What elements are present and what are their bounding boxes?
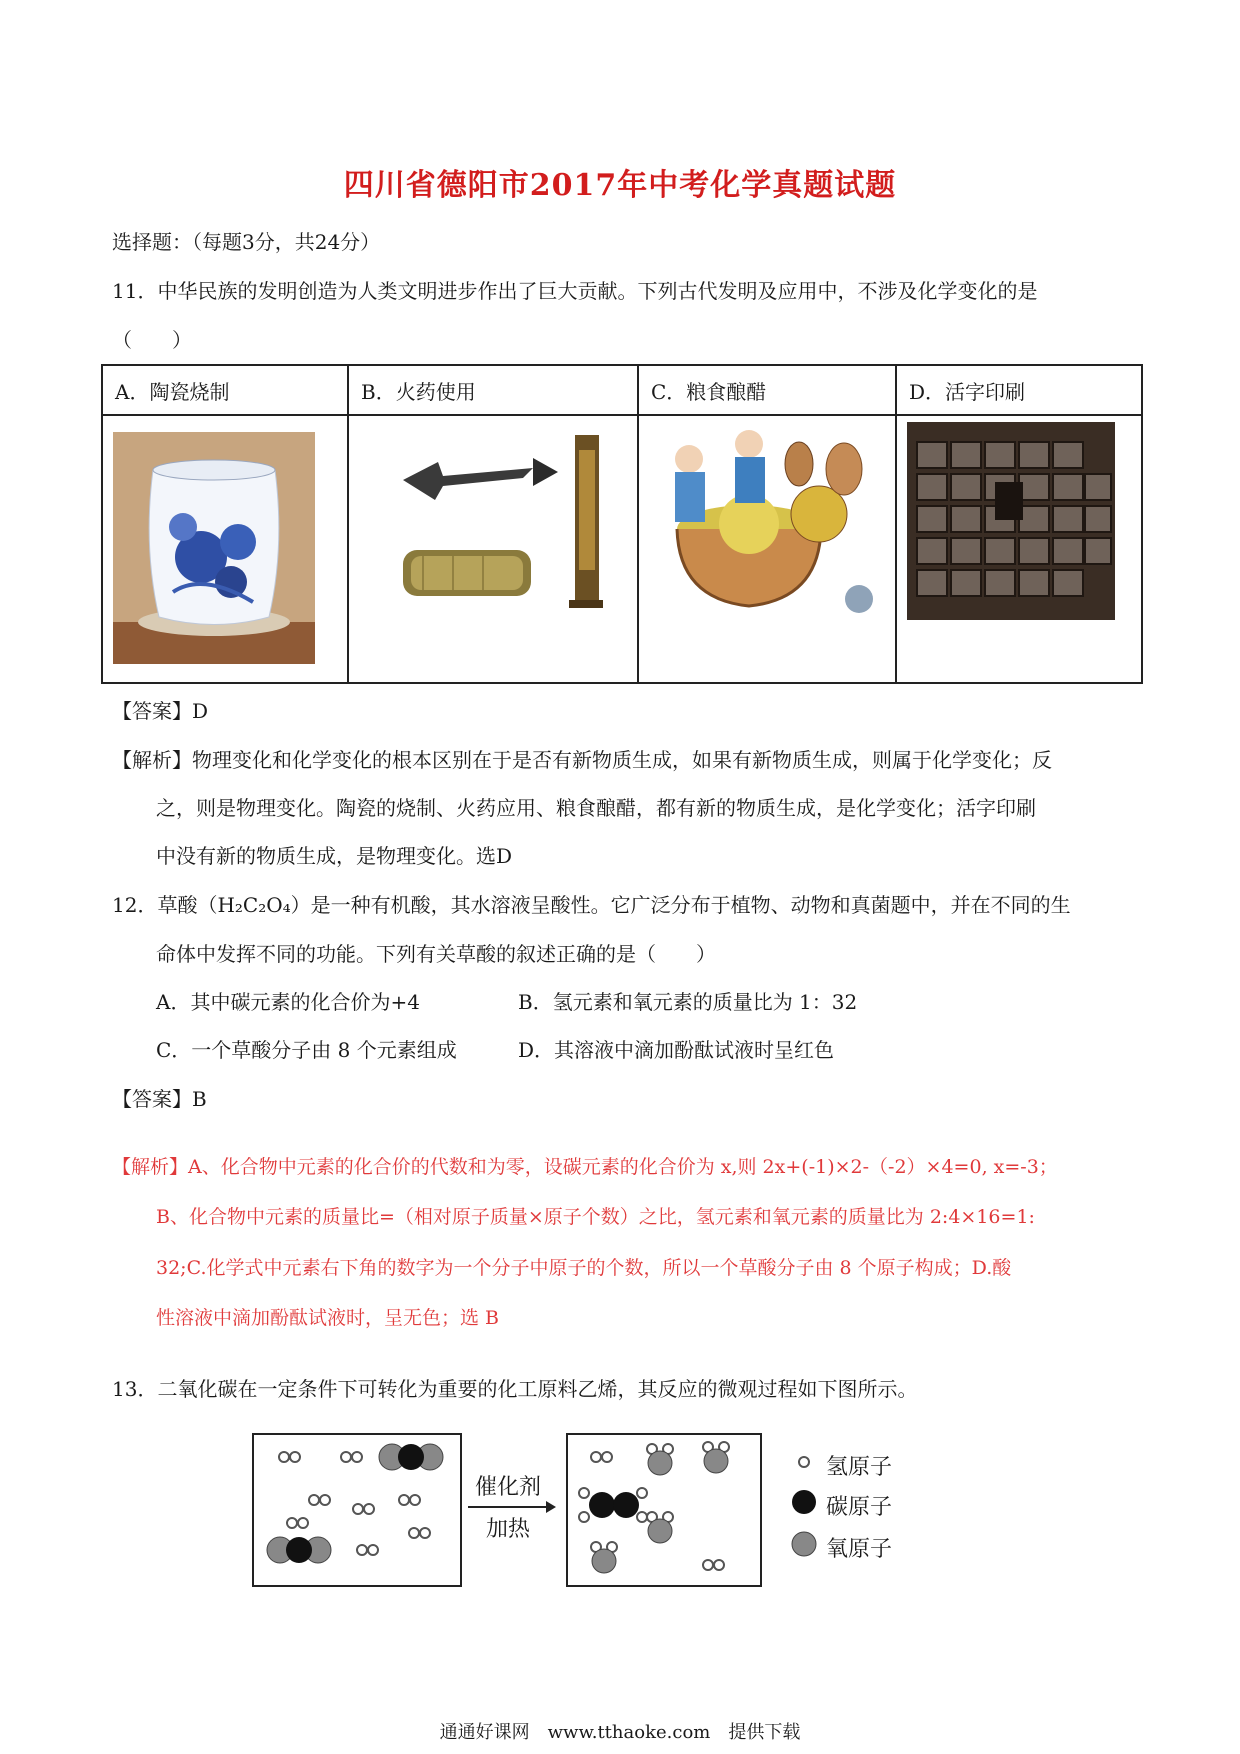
q12-analysis-line-1: 【解析】A、化合物中元素的化合价的代数和为零，设碳元素的化合价为 x,则 2x+(-1)×2-（-2）×4=0, x=-3； [112, 1156, 1058, 1178]
q12-stem-line-2: 命体中发挥不同的功能。下列有关草酸的叙述正确的是（ ） [156, 942, 716, 966]
q12-option-b: B．氢元素和氧元素的质量比为 1：32 [518, 990, 858, 1014]
q11-image-cell-d [896, 415, 1142, 683]
q11-options-table [101, 364, 1143, 684]
legend-oxygen: 氧原子 [826, 1537, 893, 1562]
q12-analysis-line-4: 性溶液中滴加酚酞试液时，呈无色；选 B [156, 1307, 500, 1329]
vinegar-brewing-image [649, 424, 873, 614]
q12-option-d: D．其溶液中滴加酚酞试液时呈红色 [518, 1038, 835, 1062]
legend-hydrogen: 氢原子 [826, 1455, 893, 1480]
q12-analysis-line-3: 32;C.化学式中元素右下角的数字为一个分子中原子的个数，所以一个草酸分子由 8 个原子构成；D.酸 [156, 1257, 1012, 1279]
legend-atoms [790, 1448, 818, 1566]
q12-option-c: C．一个草酸分子由 8 个元素组成 [156, 1038, 457, 1062]
q11-option-d: D．活字印刷 [896, 365, 1142, 415]
q11-image-cell-b [348, 415, 638, 683]
arrow-condition-bottom: 加热 [485, 1517, 530, 1542]
q12-option-a: A．其中碳元素的化合价为+4 [156, 990, 420, 1014]
q11-answer: 【答案】D [112, 699, 209, 723]
q12-analysis-line-2: B、化合物中元素的质量比=（相对原子质量×原子个数）之比，氢元素和氧元素的质量比为 2:4×16=1: [156, 1206, 1035, 1228]
carbon-atom-icon [792, 1490, 816, 1514]
q11-image-cell-c [638, 415, 896, 683]
reactant-molecules [254, 1435, 460, 1585]
gunpowder-rocket-image [383, 430, 603, 620]
q11-answer-paren: （ ） [112, 328, 192, 352]
q11-option-a: A．陶瓷烧制 [102, 365, 348, 415]
q12-stem-line-1: 12．草酸（H₂C₂O₄）是一种有机酸，其水溶液呈酸性。它广泛分布于植物、动物和真菌题中，并在不同的生 [112, 893, 1071, 917]
hydrogen-atom-icon [799, 1457, 809, 1467]
q13-stem: 13．二氧化碳在一定条件下可转化为重要的化工原料乙烯，其反应的微观过程如下图所示。 [112, 1377, 918, 1401]
arrow-condition-top: 催化剂 [474, 1475, 541, 1500]
legend-carbon: 碳原子 [826, 1495, 893, 1520]
products-box [566, 1433, 762, 1587]
q11-analysis-line-1: 【解析】物理变化和化学变化的根本区别在于是否有新物质生成，如果有新物质生成，则属于化学变化；反 [112, 748, 1052, 772]
product-molecules [568, 1435, 760, 1585]
reactants-box [252, 1433, 462, 1587]
q12-answer: 【答案】B [112, 1087, 207, 1111]
q11-stem: 11．中华民族的发明创造为人类文明进步作出了巨大贡献。下列古代发明及应用中，不涉及化学变化的是 [112, 279, 1038, 303]
porcelain-vase-image [113, 432, 315, 664]
q11-image-cell-a [102, 415, 348, 683]
q11-option-c: C．粮食酿醋 [638, 365, 896, 415]
page-title: 四川省德阳市2017年中考化学真题试题 [343, 168, 897, 203]
oxygen-atom-icon [792, 1532, 816, 1556]
section-heading: 选择题：（每题3分，共24分） [112, 230, 381, 254]
movable-type-image [907, 422, 1115, 620]
q11-analysis-line-3: 中没有新的物质生成，是物理变化。选D [156, 844, 513, 868]
q11-analysis-line-2: 之，则是物理变化。陶瓷的烧制、火药应用、粮食酿醋，都有新的物质生成，是化学变化；活字印刷 [156, 796, 1036, 820]
q11-option-b: B．火药使用 [348, 365, 638, 415]
page-footer: 通通好课网 www.tthaoke.com 提供下载 [439, 1722, 801, 1743]
